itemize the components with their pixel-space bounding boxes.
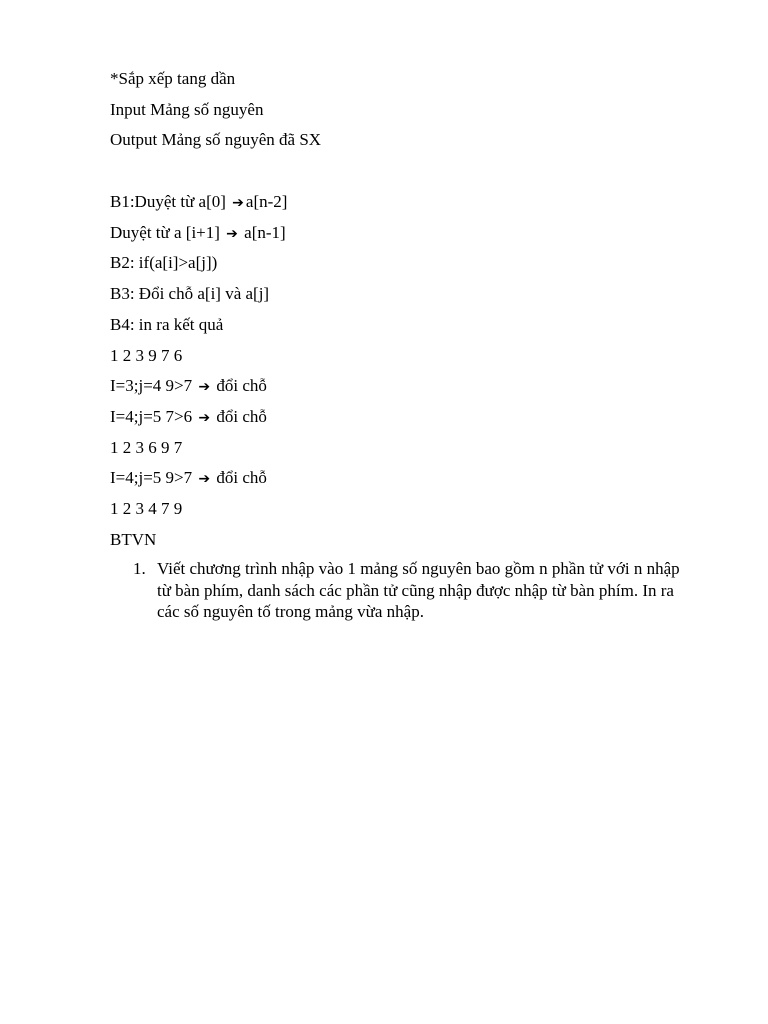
input-line: Input Mảng số nguyên bbox=[110, 99, 264, 119]
step-b3: B3: Đổi chỗ a[i] và a[j] bbox=[110, 284, 270, 304]
homework-heading: BTVN bbox=[110, 529, 157, 549]
document-body bbox=[110, 67, 690, 623]
swap-3-action: đổi chỗ bbox=[212, 468, 267, 488]
list-item bbox=[133, 558, 690, 623]
step-b4: B4: in ra kết quả bbox=[110, 314, 224, 334]
list-item-text: Viết chương trình nhập vào 1 mảng số nguyên bao gồm n phần tử với n nhập từ bàn phím, danh sách các phần tử cũng nhập được nhập từ bàn phím. In ra các số nguyên tố trong mảng vừa nhập. bbox=[157, 559, 680, 622]
step-b2: B2: if(a[i]>a[j]) bbox=[110, 253, 218, 273]
right-arrow-icon: ➔ bbox=[232, 195, 244, 212]
swap-2-action: đổi chỗ bbox=[212, 406, 267, 426]
document-title: *Sắp xếp tang dần bbox=[110, 69, 236, 88]
step-b1-text: B1:Duyệt từ a[0] bbox=[110, 192, 231, 212]
homework-list bbox=[110, 558, 690, 623]
step-b1 bbox=[110, 190, 690, 221]
right-arrow-icon: ➔ bbox=[198, 409, 211, 426]
inner-loop-text: Duyệt từ a [i+1] bbox=[110, 222, 225, 242]
output-line: Output Mảng số nguyên đã SX bbox=[110, 130, 322, 150]
swap-1-action: đổi chỗ bbox=[212, 376, 267, 396]
list-item-number: 1. bbox=[133, 559, 146, 579]
right-arrow-icon: ➔ bbox=[226, 225, 238, 242]
swap-line-2 bbox=[110, 405, 690, 436]
right-arrow-icon: ➔ bbox=[198, 471, 211, 488]
inner-loop-target: a[n-1] bbox=[239, 222, 286, 242]
step-b1-target: a[n-2] bbox=[245, 192, 288, 212]
swap-line-1 bbox=[110, 374, 690, 405]
right-arrow-icon: ➔ bbox=[198, 379, 211, 396]
inner-loop-line bbox=[110, 221, 690, 252]
swap-3-condition: I=4;j=5 9>7 bbox=[110, 468, 197, 488]
array-state-1: 1 2 3 9 7 6 bbox=[110, 345, 183, 365]
array-state-3: 1 2 3 4 7 9 bbox=[110, 498, 183, 518]
swap-line-3 bbox=[110, 466, 690, 497]
swap-1-condition: I=3;j=4 9>7 bbox=[110, 376, 197, 396]
blank-line bbox=[110, 159, 690, 190]
array-state-2: 1 2 3 6 9 7 bbox=[110, 437, 183, 457]
swap-2-condition: I=4;j=5 7>6 bbox=[110, 406, 197, 426]
